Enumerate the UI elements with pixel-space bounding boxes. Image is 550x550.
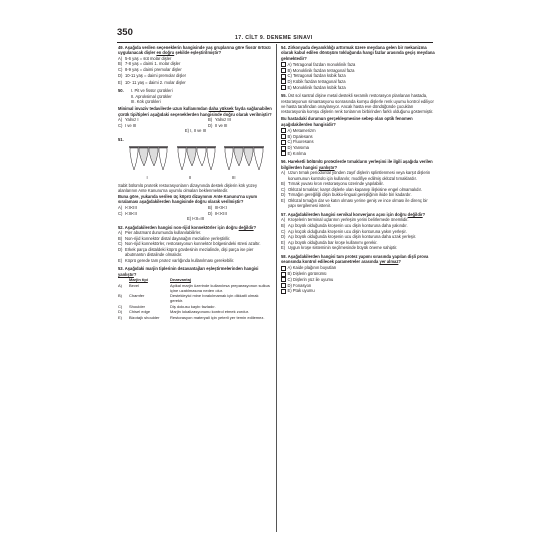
option-e[interactable]: E) 10- 11 yaş = daimi 2. molar dişler xyxy=(118,79,186,85)
option-d[interactable]: D) II<I<III xyxy=(208,210,227,216)
question-58 xyxy=(281,254,436,294)
question-stem: Bu hastadaki durumun gerçekleşmesine sebep olan optik fenomen aşağıdakilerden hangisidir? xyxy=(281,116,413,127)
option-d[interactable]: D) Tırnağın gereğiliği dişin bukko-lingual genişliğinin ikide biri kadardır. xyxy=(281,192,412,198)
option-a[interactable]: A) Yalnız I xyxy=(118,117,139,123)
question-49 xyxy=(118,45,273,85)
option-a[interactable]: A) Uzun tırnak periodontal yönden zayıf dişlerin splintlenmesi veya karşıt dişlerin konumunun kontrolü için kullanılır, modifiye edilmiş oklüzal tırnaklardır. xyxy=(281,170,431,181)
exam-title: 17. CİLT 9. DENEME SINAVI xyxy=(235,35,313,41)
option-e-extra[interactable]: E) Uygun kroşe sisteminin seçilmesinde büyük öneme sahiptir. xyxy=(281,245,398,251)
question-stem: 54. Zirkonyada deyanıklılığı arttırmak üzere meydana gelen bir mekanizma olarak kabul edilen dönüşüm tokluğunda hangi fazlar arasında geçiş meydana gelmektedir? xyxy=(281,45,435,61)
margin-types-table xyxy=(118,277,271,321)
question-stem: 58. Aşağıdakilerden hangisi tam protez yapımı sırasında yapılan dişli prova seansında kontrol edilecek parametreler arasında yer almaz? xyxy=(281,253,429,265)
question-number: 50. xyxy=(118,88,124,94)
option-e[interactable]: E) Köprü gerede tam protez varlığında kullanılması gerekebilir. xyxy=(118,257,235,263)
bridge-teeth-illustration xyxy=(126,144,266,174)
option-c[interactable]: C) 8-9 yaş = daimi premolar dişler xyxy=(118,67,182,73)
column-divider xyxy=(276,44,277,532)
question-50 xyxy=(118,88,273,133)
option-c[interactable]: C) Oklüzal tırnaklar; karşıt dişlerle olan kapanışı ilişkisine engel olmamalıdır. xyxy=(281,186,422,192)
question-53 xyxy=(118,266,273,320)
question-54 xyxy=(281,45,436,90)
option-a[interactable]: A) Tetragonal fazdan monoklinik faza xyxy=(281,62,436,67)
item-i: I. Pit ve fissür çürükleri xyxy=(131,88,173,94)
figure-label-iii: III xyxy=(232,175,236,181)
question-56 xyxy=(281,159,436,208)
question-number: 49. xyxy=(118,45,124,50)
option-e[interactable]: E) Ptak uyumu xyxy=(281,288,436,293)
question-number: 55. xyxy=(281,93,287,99)
figure-label-ii: II xyxy=(188,175,191,181)
table-row[interactable]: C) Shoulder Diş dokusu kaybı fazladır. xyxy=(118,303,216,309)
option-b[interactable]: B) Açı büyük olduğunda kroşenin ucu dişin konturuna daha yakındır. xyxy=(281,223,408,229)
item-iii: III. Kök çürükleri xyxy=(131,99,161,105)
question-stem: 49. Aşağıda verilen seçeneklerin hangisinde yaş gruplarına göre fissür örtücü uygulanacak dişler en doğru şekilde eşleştirilmiştir? xyxy=(118,45,271,56)
option-c[interactable]: C) Non-rijid konnektörler, restorasyonun konnektör bölgesindeki stresi azaltır. xyxy=(118,241,261,247)
question-stem: 52. Aşağıdakilerden hangisi non-rijid konnektörler için doğru değildir? xyxy=(118,224,257,230)
question-number: 51. xyxy=(118,136,124,142)
option-b[interactable]: B) Yalnız III xyxy=(208,117,231,123)
question-items xyxy=(118,88,273,104)
option-b[interactable]: B) Monoklinik fazdan tetragonal faza xyxy=(281,68,436,73)
question-text: 55. Üst sol santral dişine metal destekli seramik restorasyon planlanan hastada, restorasyonun simantasyonu sonrasında komşu dişlerle renk uyumu kontrol ediliyor ve hasta tarafından onaylanıyor. Ancak hasta eve döndüğünde çocukları restorasyonla komşu dişlerin renk tonlarının birbirinden farklı olduğunu göstermiştir. xyxy=(281,93,434,115)
option-c[interactable]: C) I<III<II xyxy=(118,210,137,216)
option-e[interactable]: E) Oklüzal tırnağın dar ve katın olması yerine geniş ve ince olması ile direnç bir yapı sergilemesi istenir. xyxy=(281,198,428,209)
question-number: 54. xyxy=(281,45,287,50)
option-d[interactable]: D) Fonasyon xyxy=(281,283,436,288)
option-b[interactable]: B) Tırnak yuvası kron restorasyonu üzerinde yapılabilir. xyxy=(281,181,384,187)
item-ii: II. Aproksimal çürükler xyxy=(131,93,172,99)
question-55 xyxy=(281,93,436,156)
option-d[interactable]: D) Yansıma xyxy=(281,145,436,150)
right-column xyxy=(281,45,436,297)
column-header-disadvantage: Dezavantaj xyxy=(170,277,191,282)
question-stem: Buna göre, yukarıda verilen üç köprü dizaynının Ante Kanunu'na uyum sıralaması aşağıdakilerden hangisinde doğru olarak verilmiştir? xyxy=(118,194,258,205)
question-number: 52. xyxy=(118,224,124,230)
table-row[interactable]: A) Bevel Apikal marjin üzerinde kullanılırsa preparasyonun sulkus içine uzatılmasına neden olur. xyxy=(118,282,270,293)
question-number: 57. xyxy=(281,211,287,217)
question-stem: 57. Aşağıdakilerden hangisi servikal konverjans açısı için doğru değildir? xyxy=(281,211,426,217)
option-c[interactable]: C) I ve III xyxy=(118,122,137,128)
option-d[interactable]: D) Erkek parça distaldeki köprü gövdesinin mezialinde, dişi parça ise pier abutmantın distalinde olmalıdır. xyxy=(118,247,254,258)
option-c[interactable]: C) Tetragonal fazdan kübik faza xyxy=(281,73,436,78)
question-stem: Minimal invaziv tedavilerde uzun kullanımdan daha yüksek fayda sağlanabilen çürük tipi/tipleri aşağıdaki seçeneklerden hangisinde doğru olarak verilmiştir? xyxy=(118,106,272,117)
question-52 xyxy=(118,225,273,264)
option-e[interactable]: E) Kırılma xyxy=(281,151,436,156)
question-number: 58. xyxy=(281,253,287,259)
option-b[interactable]: B) III<II<I xyxy=(208,204,227,210)
option-a[interactable]: A) Kroşelerin terminal uçlarının yerleşim yerini belirlemede önemlidir. xyxy=(281,217,409,223)
option-e[interactable]: E) I, II ve III xyxy=(184,128,207,134)
question-text: Sabit bölümlü protetik restorasyonların dizaynında destek dişlerin kök yüzey alanlarının Ante Kanunu'na uyumlu olmaları beklenmektedir. xyxy=(118,182,258,193)
question-number: 56. xyxy=(281,159,287,165)
figure-label-i: I xyxy=(146,175,148,181)
option-a[interactable]: A) I<II<III xyxy=(118,204,137,210)
option-a[interactable]: A) Kaide plağının boyutları xyxy=(281,265,436,270)
option-c[interactable]: C) Dişlerin yüz ile uyumu xyxy=(281,277,436,282)
question-stem: 53. Aşağıdaki marjin tiplerinin dezavantajları eşleştirmelerinden hangisi yanlıştır? xyxy=(118,266,259,277)
question-number: 53. xyxy=(118,266,124,272)
option-b[interactable]: B) 7-8 yaş = daimi 1. molar dişler xyxy=(118,61,181,67)
question-51 xyxy=(118,137,273,222)
option-b[interactable]: B) Non-rijid konnektör distal dayanağın mezialine yerleştirilir. xyxy=(118,235,231,241)
option-d[interactable]: D) II ve III xyxy=(208,122,228,128)
option-a[interactable]: A) Metamerizm xyxy=(281,128,436,133)
figure-labels xyxy=(126,175,256,180)
table-row[interactable]: B) Chamfer Destekleyici mine bırakılmamak için dikkatli olmak gerekir. xyxy=(118,293,259,304)
question-57 xyxy=(281,212,436,251)
table-row[interactable]: E) Bizotajlı shoulder Restorasyon materyali için yeterli yer temin edilemez. xyxy=(118,314,265,320)
header-rule xyxy=(117,42,433,43)
option-e[interactable]: E) Açı büyük olduğunda bar kroşe kullanımı gerekir. xyxy=(281,239,378,245)
option-e[interactable]: E) I<II=III xyxy=(186,216,205,222)
column-header-margin-type: Marjin tipi xyxy=(129,277,148,282)
left-column xyxy=(118,45,273,324)
bridge-diagram xyxy=(118,144,273,174)
option-d[interactable]: D) Açı büyük olduğunda kroşenin ucu dişin konturuna daha uzak yerleşir. xyxy=(281,234,417,240)
option-a[interactable]: A) 5-6 yaş = süt molar dişler xyxy=(118,55,172,61)
option-a[interactable]: A) Pier abutmant durumunda kullanılabilirler. xyxy=(118,230,202,236)
option-b[interactable]: B) Opalesans xyxy=(281,134,436,139)
option-d[interactable]: D) Kübik fazdan tetragonal faza xyxy=(281,79,436,84)
option-c[interactable]: C) Fluoresans xyxy=(281,139,436,144)
page-number: 350 xyxy=(117,27,133,38)
option-d[interactable]: D) 10-11 yaş = daimi premolar dişler xyxy=(118,72,187,78)
option-c[interactable]: C) Açı küçük olduğunda kroşenin ucu dişin konturuna yakın yerleşir. xyxy=(281,228,407,234)
question-stem: 56. Hareketli bölümlü protezlerde tırnakların yerleşimi ile ilgili aşağıda verilen bilgilerden hangisi yanlıştır? xyxy=(281,159,433,170)
option-e[interactable]: E) Monoklinik fazdan kübik faza xyxy=(281,85,436,90)
option-b[interactable]: B) Dişlerin görünümü xyxy=(281,271,436,276)
table-row[interactable]: D) Chisel edge Marjin lokalizasyonunu kontrol etmek zordur. xyxy=(118,309,249,315)
